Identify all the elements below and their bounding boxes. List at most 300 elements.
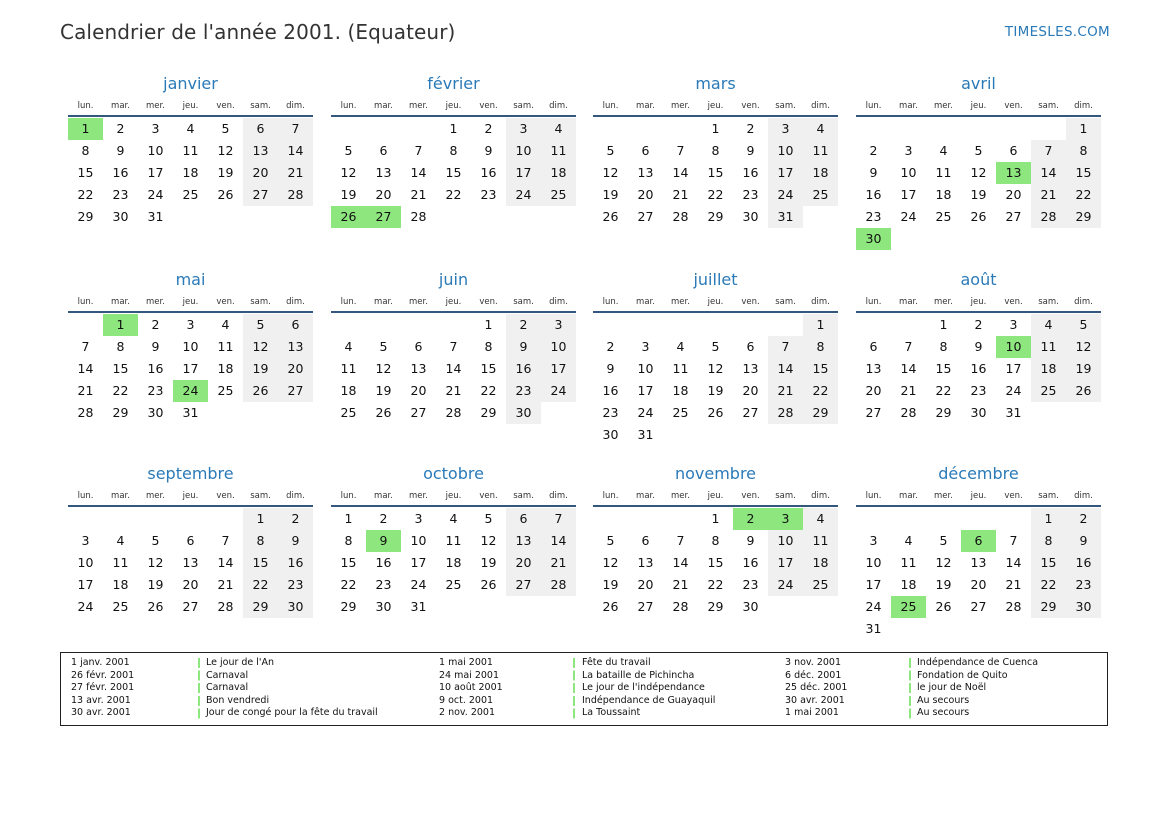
day-cell: 23 <box>147 383 164 398</box>
day-cell: 15 <box>707 165 724 180</box>
week-row <box>856 508 1101 530</box>
weekday-label: mar. <box>111 491 130 501</box>
holiday-day-cell: 25 <box>891 596 926 618</box>
weekend-day-cell: 22 <box>803 380 838 402</box>
empty-cell <box>208 402 243 424</box>
weekday-label: mar. <box>111 297 130 307</box>
site-link[interactable]: TIMESLES.COM <box>1004 24 1110 40</box>
day-cell: 9 <box>974 339 983 354</box>
weekday-label: sam. <box>1038 297 1059 307</box>
header-rule <box>856 115 1101 117</box>
empty-cell <box>663 424 698 446</box>
day-cell: 22 <box>340 577 357 592</box>
legend-date: 2 nov. 2001 <box>439 707 495 719</box>
week-row <box>856 228 1101 250</box>
legend-date: 13 avr. 2001 <box>71 694 131 706</box>
day-cell: 16 <box>375 555 392 570</box>
day-cell: 24 <box>147 187 164 202</box>
day-cell: 3 <box>414 511 423 526</box>
weekend-day-cell: 6 <box>506 508 541 530</box>
empty-cell <box>436 314 471 336</box>
legend-holiday-name: Fondation de Quito <box>917 669 1008 681</box>
day-cell: 28 <box>445 405 462 420</box>
weekend-day-cell: 11 <box>541 140 576 162</box>
header-rule <box>68 311 313 313</box>
weekend-day-cell: 13 <box>278 336 313 358</box>
day-cell: 27 <box>637 599 654 614</box>
weekday-header <box>331 95 576 113</box>
weekday-label: ven. <box>741 101 760 111</box>
weekday-label: ven. <box>1004 101 1023 111</box>
weekend-day-cell: 29 <box>803 402 838 424</box>
empty-cell <box>891 314 926 336</box>
day-cell: 27 <box>970 599 987 614</box>
weekend-day-cell: 31 <box>768 206 803 228</box>
day-cell: 6 <box>379 143 388 158</box>
day-cell: 7 <box>1009 533 1018 548</box>
day-cell: 26 <box>480 577 497 592</box>
day-cell: 14 <box>900 361 917 376</box>
day-cell: 25 <box>672 405 689 420</box>
day-cell: 14 <box>1005 555 1022 570</box>
weekday-label: dim. <box>811 491 830 501</box>
weekday-label: sam. <box>250 297 271 307</box>
weekend-day-cell: 1 <box>803 314 838 336</box>
empty-cell <box>663 118 698 140</box>
day-cell: 6 <box>641 143 650 158</box>
empty-cell <box>961 618 996 640</box>
month-2 <box>331 73 576 228</box>
month-name: janvier <box>163 74 218 93</box>
empty-cell <box>68 508 103 530</box>
day-cell: 24 <box>637 405 654 420</box>
weekend-day-cell: 27 <box>243 184 278 206</box>
day-cell: 21 <box>445 383 462 398</box>
day-cell: 31 <box>1005 405 1022 420</box>
day-cell: 27 <box>865 405 882 420</box>
week-row <box>856 184 1101 206</box>
week-row <box>68 206 313 228</box>
weekend-day-cell: 23 <box>1066 574 1101 596</box>
week-row <box>68 118 313 140</box>
day-cell: 6 <box>186 533 195 548</box>
week-row <box>856 530 1101 552</box>
weekend-day-cell: 17 <box>506 162 541 184</box>
weekday-label: sam. <box>513 101 534 111</box>
day-cell: 16 <box>147 361 164 376</box>
day-cell: 24 <box>410 577 427 592</box>
day-cell: 28 <box>900 405 917 420</box>
day-cell: 17 <box>147 165 164 180</box>
day-cell: 2 <box>606 339 615 354</box>
day-cell: 21 <box>217 577 234 592</box>
week-row <box>856 358 1101 380</box>
day-cell: 6 <box>641 533 650 548</box>
day-cell: 16 <box>112 165 129 180</box>
weekday-label: dim. <box>811 297 830 307</box>
weekend-day-cell: 23 <box>506 380 541 402</box>
empty-cell <box>996 508 1031 530</box>
day-cell: 19 <box>707 383 724 398</box>
day-cell: 20 <box>865 383 882 398</box>
empty-cell <box>961 508 996 530</box>
legend-names-column <box>917 657 1038 720</box>
day-cell: 20 <box>182 577 199 592</box>
weekend-day-cell: 25 <box>541 184 576 206</box>
weekend-day-cell: 24 <box>541 380 576 402</box>
empty-cell <box>173 508 208 530</box>
empty-cell <box>208 206 243 228</box>
weekday-label: dim. <box>1074 491 1093 501</box>
weekday-label: jeu. <box>970 491 987 501</box>
day-cell: 13 <box>182 555 199 570</box>
legend-holiday-name: Au secours <box>917 707 970 719</box>
day-cell: 22 <box>935 383 952 398</box>
weekend-day-cell: 10 <box>768 530 803 552</box>
weekday-label: mer. <box>409 297 428 307</box>
week-row <box>331 184 576 206</box>
month-name: mai <box>175 270 206 289</box>
weekend-day-cell: 29 <box>1031 596 1066 618</box>
day-cell: 19 <box>970 187 987 202</box>
weekday-label: mar. <box>636 297 655 307</box>
weekend-day-cell: 14 <box>768 358 803 380</box>
weekday-label: mer. <box>146 101 165 111</box>
day-cell: 31 <box>147 209 164 224</box>
empty-cell <box>733 314 768 336</box>
day-cell: 21 <box>77 383 94 398</box>
empty-cell <box>243 206 278 228</box>
weekday-label: dim. <box>286 101 305 111</box>
holiday-day-cell: 24 <box>173 380 208 402</box>
empty-cell <box>173 206 208 228</box>
weekday-label: mar. <box>899 491 918 501</box>
weekday-label: mer. <box>671 101 690 111</box>
day-cell: 19 <box>602 577 619 592</box>
day-cell: 11 <box>217 339 234 354</box>
legend-date: 25 déc. 2001 <box>785 682 848 694</box>
empty-cell <box>768 596 803 618</box>
day-cell: 26 <box>147 599 164 614</box>
week-row <box>331 402 576 424</box>
week-row <box>331 508 576 530</box>
day-cell: 19 <box>375 383 392 398</box>
day-cell: 10 <box>77 555 94 570</box>
empty-cell <box>768 314 803 336</box>
legend-date: 1 mai 2001 <box>785 707 839 719</box>
day-cell: 12 <box>340 165 357 180</box>
empty-cell <box>1066 618 1101 640</box>
empty-cell <box>366 314 401 336</box>
holiday-day-cell: 26 <box>331 206 366 228</box>
day-cell: 18 <box>935 187 952 202</box>
weekday-label: lun. <box>602 491 619 501</box>
week-row <box>68 574 313 596</box>
legend-holiday-name: La Toussaint <box>582 707 641 719</box>
day-cell: 29 <box>480 405 497 420</box>
weekend-day-cell: 14 <box>1031 162 1066 184</box>
day-cell: 29 <box>707 599 724 614</box>
holiday-day-cell: 6 <box>961 530 996 552</box>
day-cell: 5 <box>151 533 160 548</box>
weekend-day-cell: 20 <box>243 162 278 184</box>
day-cell: 25 <box>182 187 199 202</box>
week-row <box>331 358 576 380</box>
day-cell: 8 <box>81 143 90 158</box>
day-cell: 3 <box>1009 317 1018 332</box>
weekday-label: sam. <box>775 101 796 111</box>
day-cell: 7 <box>676 533 685 548</box>
weekend-day-cell: 17 <box>768 162 803 184</box>
day-cell: 31 <box>410 599 427 614</box>
weekday-label: dim. <box>549 297 568 307</box>
weekend-day-cell: 24 <box>506 184 541 206</box>
weekend-day-cell: 18 <box>803 162 838 184</box>
day-cell: 27 <box>1005 209 1022 224</box>
day-cell: 1 <box>344 511 353 526</box>
weekend-day-cell: 28 <box>541 574 576 596</box>
day-cell: 11 <box>340 361 357 376</box>
day-cell: 16 <box>742 165 759 180</box>
weekday-label: dim. <box>549 101 568 111</box>
month-name: novembre <box>674 464 757 483</box>
day-cell: 6 <box>746 339 755 354</box>
month-name: février <box>427 74 480 93</box>
weekend-day-cell: 4 <box>803 508 838 530</box>
empty-cell <box>1031 118 1066 140</box>
month-1 <box>68 73 313 228</box>
day-cell: 14 <box>672 555 689 570</box>
legend-date: 3 nov. 2001 <box>785 657 841 668</box>
week-row <box>593 184 838 206</box>
day-cell: 30 <box>742 599 759 614</box>
day-cell: 23 <box>602 405 619 420</box>
day-cell: 17 <box>865 577 882 592</box>
day-cell: 30 <box>970 405 987 420</box>
day-cell: 30 <box>742 209 759 224</box>
day-cell: 9 <box>151 339 160 354</box>
empty-cell <box>891 508 926 530</box>
week-row <box>68 140 313 162</box>
day-cell: 20 <box>637 577 654 592</box>
weekday-label: dim. <box>286 491 305 501</box>
weekend-day-cell: 17 <box>541 358 576 380</box>
day-cell: 6 <box>414 339 423 354</box>
empty-cell <box>68 314 103 336</box>
weekend-day-cell: 30 <box>1066 596 1101 618</box>
week-row <box>856 118 1101 140</box>
day-cell: 4 <box>449 511 458 526</box>
weekday-label: ven. <box>741 491 760 501</box>
month-10 <box>331 463 576 618</box>
week-row <box>856 596 1101 618</box>
empty-cell <box>856 508 891 530</box>
day-cell: 12 <box>602 555 619 570</box>
legend-date: 1 janv. 2001 <box>71 657 130 668</box>
day-cell: 1 <box>939 317 948 332</box>
empty-cell <box>278 402 313 424</box>
legend-holiday-name: Carnaval <box>206 669 249 681</box>
day-cell: 1 <box>484 317 493 332</box>
week-row <box>856 336 1101 358</box>
weekend-day-cell: 25 <box>803 184 838 206</box>
day-cell: 15 <box>77 165 94 180</box>
day-cell: 23 <box>480 187 497 202</box>
weekend-day-cell: 16 <box>506 358 541 380</box>
weekend-day-cell: 19 <box>243 358 278 380</box>
empty-cell <box>733 424 768 446</box>
weekday-label: ven. <box>216 101 235 111</box>
week-row <box>331 336 576 358</box>
day-cell: 18 <box>112 577 129 592</box>
legend-date: 30 avr. 2001 <box>71 707 131 719</box>
weekend-day-cell: 12 <box>1066 336 1101 358</box>
legend-holiday-name: Carnaval <box>206 682 249 694</box>
page-title: Calendrier de l'année 2001. (Equateur) <box>60 20 456 44</box>
weekend-day-cell: 8 <box>1066 140 1101 162</box>
header-rule <box>856 505 1101 507</box>
empty-cell <box>628 118 663 140</box>
day-cell: 8 <box>939 339 948 354</box>
day-cell: 22 <box>480 383 497 398</box>
empty-cell <box>663 314 698 336</box>
day-cell: 29 <box>707 209 724 224</box>
weekend-day-cell: 27 <box>278 380 313 402</box>
day-cell: 26 <box>602 209 619 224</box>
day-cell: 23 <box>970 383 987 398</box>
day-cell: 17 <box>1005 361 1022 376</box>
day-cell: 13 <box>865 361 882 376</box>
weekend-day-cell: 29 <box>243 596 278 618</box>
week-row <box>68 552 313 574</box>
empty-cell <box>961 228 996 250</box>
day-cell: 29 <box>340 599 357 614</box>
day-cell: 20 <box>637 187 654 202</box>
legend-holiday-name: Bon vendredi <box>206 694 270 706</box>
day-cell: 2 <box>116 121 125 136</box>
day-cell: 19 <box>340 187 357 202</box>
weekday-label: lun. <box>865 297 882 307</box>
day-cell: 5 <box>711 339 720 354</box>
legend-marker-bar <box>909 658 911 721</box>
weekend-day-cell: 26 <box>243 380 278 402</box>
weekday-label: mer. <box>934 297 953 307</box>
day-cell: 6 <box>869 339 878 354</box>
week-row <box>68 162 313 184</box>
weekday-label: mer. <box>146 491 165 501</box>
empty-cell <box>1031 228 1066 250</box>
day-cell: 2 <box>974 317 983 332</box>
day-cell: 23 <box>112 187 129 202</box>
weekend-day-cell: 19 <box>1066 358 1101 380</box>
week-row <box>68 184 313 206</box>
holiday-day-cell: 30 <box>856 228 891 250</box>
month-12 <box>856 463 1101 640</box>
weekday-label: jeu. <box>707 491 724 501</box>
empty-cell <box>926 228 961 250</box>
empty-cell <box>698 314 733 336</box>
empty-cell <box>628 508 663 530</box>
day-cell: 25 <box>445 577 462 592</box>
legend-date: 30 avr. 2001 <box>785 694 845 706</box>
weekend-day-cell: 30 <box>278 596 313 618</box>
day-cell: 2 <box>746 121 755 136</box>
day-cell: 20 <box>1005 187 1022 202</box>
day-cell: 9 <box>606 361 615 376</box>
day-cell: 30 <box>375 599 392 614</box>
weekday-header <box>68 485 313 503</box>
header-rule <box>593 505 838 507</box>
month-4 <box>856 73 1101 250</box>
day-cell: 28 <box>672 599 689 614</box>
week-row <box>856 402 1101 424</box>
day-cell: 27 <box>182 599 199 614</box>
weekday-label: mer. <box>934 491 953 501</box>
weekday-header <box>331 485 576 503</box>
weekday-label: mar. <box>111 101 130 111</box>
weekday-label: mer. <box>409 491 428 501</box>
header-rule <box>68 505 313 507</box>
day-cell: 5 <box>974 143 983 158</box>
empty-cell <box>1031 618 1066 640</box>
weekend-day-cell: 28 <box>278 184 313 206</box>
legend-holiday-name: Le jour de l'indépendance <box>582 682 705 694</box>
day-cell: 1 <box>711 511 720 526</box>
day-cell: 8 <box>449 143 458 158</box>
weekday-label: lun. <box>77 297 94 307</box>
day-cell: 26 <box>375 405 392 420</box>
day-cell: 27 <box>410 405 427 420</box>
week-row <box>856 206 1101 228</box>
day-cell: 25 <box>112 599 129 614</box>
legend-holiday-name: le jour de Noël <box>917 682 987 694</box>
weekend-day-cell: 20 <box>278 358 313 380</box>
month-name: décembre <box>938 464 1019 483</box>
weekend-day-cell: 21 <box>541 552 576 574</box>
month-9 <box>68 463 313 618</box>
weekend-day-cell: 21 <box>278 162 313 184</box>
day-cell: 3 <box>641 339 650 354</box>
day-cell: 12 <box>970 165 987 180</box>
weekend-day-cell: 8 <box>803 336 838 358</box>
day-cell: 8 <box>711 143 720 158</box>
day-cell: 11 <box>182 143 199 158</box>
day-cell: 21 <box>1005 577 1022 592</box>
week-row <box>68 380 313 402</box>
weekday-label: ven. <box>1004 491 1023 501</box>
weekday-label: ven. <box>479 297 498 307</box>
weekend-day-cell: 9 <box>278 530 313 552</box>
weekday-header <box>331 291 576 309</box>
weekday-header <box>593 485 838 503</box>
month-name: avril <box>961 74 996 93</box>
weekday-label: mar. <box>374 101 393 111</box>
empty-cell <box>436 206 471 228</box>
day-cell: 3 <box>81 533 90 548</box>
month-name: septembre <box>147 464 234 483</box>
weekend-day-cell: 22 <box>243 574 278 596</box>
week-row <box>331 530 576 552</box>
empty-cell <box>593 314 628 336</box>
month-6 <box>331 269 576 424</box>
weekend-day-cell: 11 <box>1031 336 1066 358</box>
weekend-day-cell: 9 <box>506 336 541 358</box>
day-cell: 30 <box>602 427 619 442</box>
legend-dates-column <box>71 657 134 720</box>
day-cell: 23 <box>742 577 759 592</box>
holiday-day-cell: 2 <box>733 508 768 530</box>
weekend-day-cell: 21 <box>768 380 803 402</box>
